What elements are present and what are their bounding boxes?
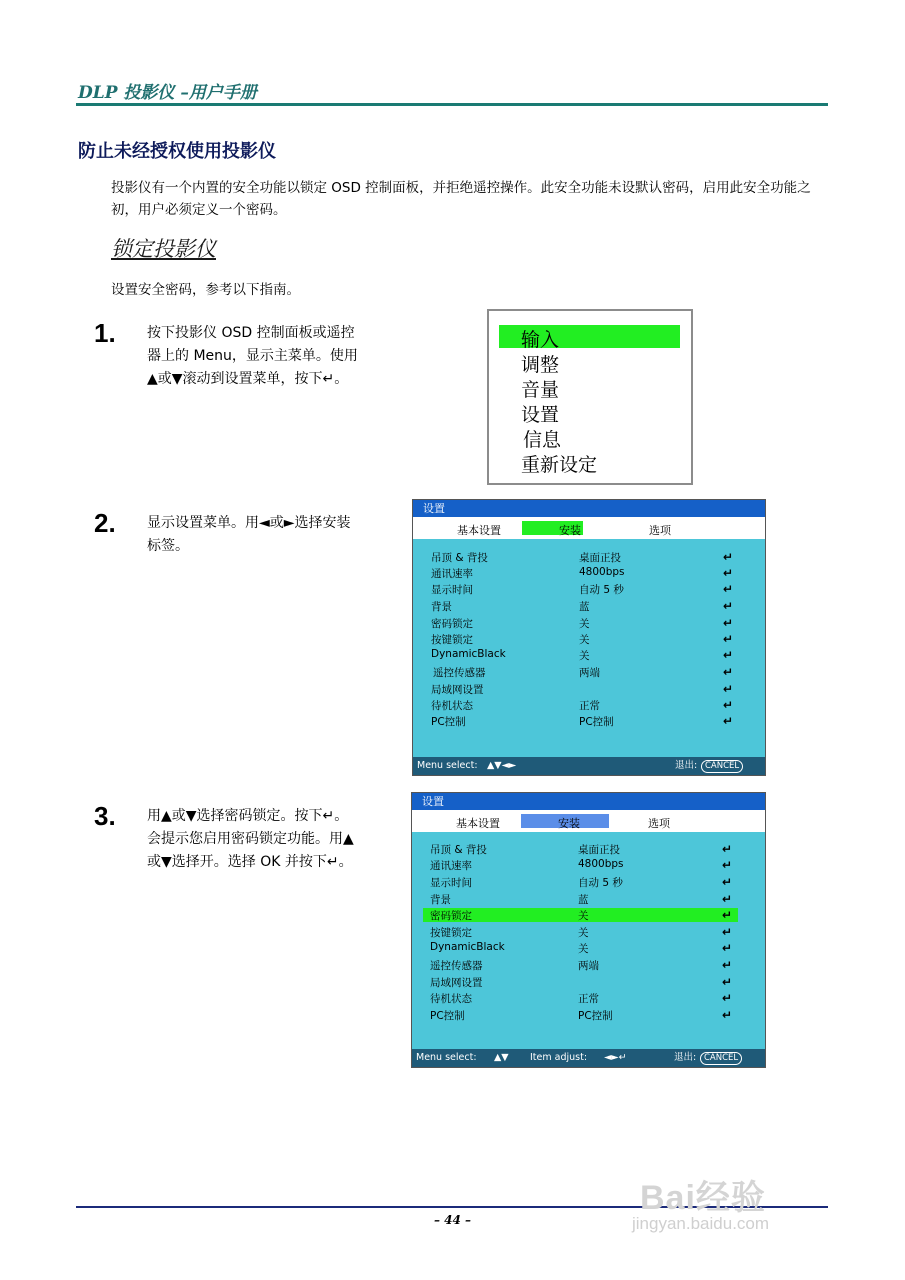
enter-icon: ↵ bbox=[722, 908, 733, 922]
osd-row[interactable]: 待机状态 正常 ↵ bbox=[431, 698, 734, 712]
tab-install[interactable]: 安装 bbox=[559, 524, 581, 537]
tab-options[interactable]: 选项 bbox=[648, 817, 670, 830]
osd-row[interactable]: 局域网设置 ↵ bbox=[431, 682, 734, 696]
enter-icon: ↵ bbox=[723, 682, 734, 696]
subsection-title: 锁定投影仪 bbox=[111, 237, 216, 261]
main-menu-item-adjust[interactable]: 调整 bbox=[521, 354, 560, 376]
enter-icon: ↵ bbox=[722, 892, 733, 906]
osd-row[interactable]: 按键锁定 关 ↵ bbox=[430, 925, 733, 939]
step-1-number: 1. bbox=[94, 318, 116, 348]
enter-icon: ↵ bbox=[723, 698, 734, 712]
adjust-arrows-icon: ◄►↵ bbox=[604, 1052, 627, 1063]
exit-label: 退出: bbox=[674, 1052, 697, 1063]
enter-icon: ↵ bbox=[723, 582, 734, 596]
osd-row[interactable]: 背景 蓝 ↵ bbox=[431, 599, 734, 613]
osd-row[interactable]: 遥控传感器 两端 ↵ bbox=[433, 665, 734, 679]
intro-paragraph: 投影仪有一个内置的安全功能以锁定 OSD 控制面板，并拒绝遥控操作。此安全功能未设默认密码，启用此安全功能之初，用户必须定义一个密码。 bbox=[111, 180, 811, 218]
exit-label: 退出: bbox=[675, 760, 698, 771]
osd-row[interactable]: 待机状态 正常 ↵ bbox=[430, 991, 733, 1005]
enter-icon: ↵ bbox=[723, 599, 734, 613]
enter-icon: ↵ bbox=[722, 941, 733, 955]
baidu-watermark-url: jingyan.baidu.com bbox=[632, 1214, 770, 1233]
osd-row[interactable]: 吊顶 & 背投 桌面正投 ↵ bbox=[430, 842, 733, 856]
osd-row[interactable]: 按键锁定 关 ↵ bbox=[431, 632, 734, 646]
osd-row[interactable]: 遥控传感器 两端 ↵ bbox=[430, 958, 733, 972]
tab-install[interactable]: 安装 bbox=[558, 817, 580, 830]
osd-title: 设置 bbox=[412, 793, 765, 810]
page-number: – 44 – bbox=[433, 1213, 472, 1227]
osd-row[interactable]: DynamicBlack 关 ↵ bbox=[431, 648, 734, 662]
osd-row[interactable]: 显示时间 自动 5 秒 ↵ bbox=[431, 582, 734, 596]
osd-row[interactable]: 通讯速率 4800bps ↵ bbox=[430, 858, 733, 872]
step-2-number: 2. bbox=[94, 508, 116, 538]
main-menu-item-reset[interactable]: 重新设定 bbox=[521, 454, 598, 476]
osd-row[interactable]: 局域网设置 ↵ bbox=[430, 975, 733, 989]
cancel-button[interactable]: CANCEL bbox=[700, 1052, 742, 1065]
menu-select-label: Menu select: bbox=[416, 1052, 477, 1063]
navigation-arrows-icon: ▲▼◄► bbox=[487, 760, 517, 771]
enter-icon: ↵ bbox=[722, 958, 733, 972]
main-menu-item-input[interactable]: 输入 bbox=[521, 329, 560, 351]
manual-header-title: DLP 投影仪 –用户手册 bbox=[78, 83, 257, 103]
enter-icon: ↵ bbox=[722, 842, 733, 856]
osd-tab-bar bbox=[412, 810, 765, 832]
tab-basic-settings[interactable]: 基本设置 bbox=[456, 817, 500, 830]
header-divider bbox=[76, 103, 828, 106]
step-3-number: 3. bbox=[94, 801, 116, 831]
main-menu-panel bbox=[487, 309, 693, 485]
osd-row-selected[interactable]: 密码锁定 关 ↵ bbox=[430, 908, 733, 922]
enter-icon: ↵ bbox=[722, 858, 733, 872]
enter-icon: ↵ bbox=[723, 616, 734, 630]
osd-row[interactable]: PC控制 PC控制 ↵ bbox=[431, 714, 734, 728]
osd-row[interactable]: PC控制 PC控制 ↵ bbox=[430, 1008, 733, 1022]
osd-tab-bar bbox=[413, 517, 765, 539]
main-menu-item-volume[interactable]: 音量 bbox=[521, 379, 560, 401]
cancel-button[interactable]: CANCEL bbox=[701, 760, 743, 773]
enter-icon: ↵ bbox=[722, 1008, 733, 1022]
step-3-text: 用▲或▼选择密码锁定。按下↵。会提示您启用密码锁定功能。用▲或▼选择开。选择 OK 并按下↵。 bbox=[147, 808, 354, 870]
osd-row[interactable]: 显示时间 自动 5 秒 ↵ bbox=[430, 875, 733, 889]
osd-row[interactable]: 背景 蓝 ↵ bbox=[430, 892, 733, 906]
main-menu-item-settings[interactable]: 设置 bbox=[521, 404, 560, 426]
enter-icon: ↵ bbox=[723, 632, 734, 646]
tab-options[interactable]: 选项 bbox=[649, 524, 671, 537]
osd-footer bbox=[412, 1049, 765, 1067]
enter-icon: ↵ bbox=[722, 991, 733, 1005]
main-menu-item-info[interactable]: 信息 bbox=[523, 429, 562, 451]
osd-footer bbox=[413, 757, 765, 775]
tab-basic-settings[interactable]: 基本设置 bbox=[457, 524, 501, 537]
osd-row[interactable]: 密码锁定 关 ↵ bbox=[431, 616, 734, 630]
enter-icon: ↵ bbox=[722, 975, 733, 989]
osd-settings-panel-install-tab bbox=[412, 499, 766, 776]
osd-title: 设置 bbox=[413, 500, 765, 517]
section-title: 防止未经授权使用投影仪 bbox=[78, 141, 276, 162]
enter-icon: ↵ bbox=[722, 925, 733, 939]
osd-row[interactable]: DynamicBlack 关 ↵ bbox=[430, 941, 733, 955]
enter-icon: ↵ bbox=[723, 550, 734, 564]
osd-row[interactable]: 吊顶 & 背投 桌面正投 ↵ bbox=[431, 550, 734, 564]
osd-settings-panel-password-lock bbox=[411, 792, 766, 1068]
menu-select-label: Menu select: bbox=[417, 760, 478, 771]
step-2-text: 显示设置菜单。用◄或►选择安装标签。 bbox=[147, 515, 351, 554]
enter-icon: ↵ bbox=[723, 714, 734, 728]
item-adjust-label: Item adjust: bbox=[530, 1052, 588, 1063]
guide-text: 设置安全密码，参考以下指南。 bbox=[111, 282, 300, 298]
up-down-arrows-icon: ▲▼ bbox=[494, 1052, 509, 1063]
enter-icon: ↵ bbox=[723, 665, 734, 679]
osd-row[interactable]: 通讯速率 4800bps ↵ bbox=[431, 566, 734, 580]
enter-icon: ↵ bbox=[723, 648, 734, 662]
enter-icon: ↵ bbox=[722, 875, 733, 889]
step-1-text: 按下投影仪 OSD 控制面板或遥控器上的 Menu，显示主菜单。使用▲或▼滚动到设置菜单，按下↵。 bbox=[147, 325, 358, 387]
baidu-watermark-logo: Bai经验 bbox=[640, 1179, 766, 1217]
enter-icon: ↵ bbox=[723, 566, 734, 580]
